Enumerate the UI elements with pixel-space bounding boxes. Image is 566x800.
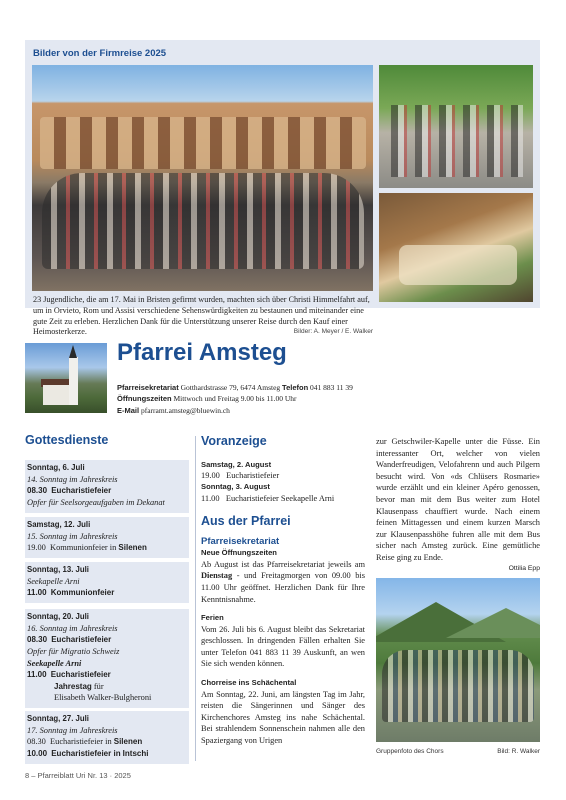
author: Ottilia Epp bbox=[508, 564, 540, 572]
feature-credit: Bilder: A. Meyer / E. Walker bbox=[293, 328, 373, 336]
feature-title: Bilder von der Firmreise 2025 bbox=[33, 48, 167, 59]
middle-column bbox=[201, 433, 365, 450]
page-footer: 8 – Pfarreiblatt Uri Nr. 13 · 2025 bbox=[25, 771, 131, 780]
email-link[interactable]: pfarramt.amsteg@bluewin.ch bbox=[140, 405, 230, 415]
service-block: Sonntag, 6. Juli 14. Sonntag im Jahreskreis 08.30 Eucharistiefeier Opfer für Seelsorgeaufgaben im Dekanat bbox=[25, 460, 189, 513]
service-block: Sonntag, 20. Juli 16. Sonntag im Jahreskreis 08.30 Eucharistiefeier Opfer für Migratio Schweiz Seekapelle Arni 11.00 Eucharistiefeier Jahrestag für Elisabeth Walker-Bulgheroni bbox=[25, 609, 189, 708]
choir-group-photo bbox=[376, 578, 540, 742]
group-photo-courtyard bbox=[32, 65, 373, 291]
news-block: Aus der Pfarrei Pfarreisekretariat Neue Öffnungszeiten Ab August ist das Pfarreisekretariat jeweils am Dienstag - und Freitagmorgen von 09.00 bis 11.00 Uhr geöffnet. Herzlichen Dank für Ihre Kenntnisnahme. Ferien Vom 26. Juli bis 6. August bleibt das Sekretariat geschlossen. In dringenden Fällen erhalten Sie unter Telefon 041 883 11 39 Auskunft, an wen Sie sich wenden können. Chorreise ins Schächental Am Sonntag, 22. Juni, am längsten Tag im Jahr, reisten die Sängerinnen und Sänger des Kirchenchores Amsteg ins nahe Schächental. Bei strahlendem Sonnenschein nahmen alle den Spaziergang von Urigen bbox=[201, 514, 366, 745]
services-column bbox=[25, 433, 189, 447]
service-block: Samstag, 12. Juli 15. Sonntag im Jahreskreis 19.00 Kommunionfeier in Silenen bbox=[25, 517, 189, 558]
photo-walking-group bbox=[379, 65, 533, 188]
feature-caption: 23 Jugendliche, die am 17. Mai in Bristen gefirmt wurden, machten sich über Christi Himmelfahrt auf, um in Orvieto, Rom und Assisi verschiedene Sehenswürdigkeiten zu bestaunen und miteinander eine gute Zeit zu erleben. Herzlichen Dank für die Unterstützung unserer Reise durch den Kauf einer Heimosterkerze. Bilder: A. Meyer / E. Walker bbox=[33, 295, 373, 337]
service-block: Sonntag, 27. Juli 17. Sonntag im Jahreskreis 08.30 Eucharistiefeier in Silenen 10.00 Eucharistiefeier in Intschi bbox=[25, 711, 189, 764]
photo-dinner-table bbox=[379, 193, 533, 302]
column-divider bbox=[195, 436, 196, 761]
preview-heading: Voranzeige bbox=[201, 434, 267, 448]
choir-photo-caption: Gruppenfoto des Chors Bild: R. Walker bbox=[376, 748, 540, 755]
firmreise-feature bbox=[25, 40, 540, 337]
news-heading: Aus der Pfarrei bbox=[201, 514, 291, 528]
service-block: Sonntag, 13. Juli Seekapelle Arni 11.00 Kommunionfeier bbox=[25, 562, 189, 603]
church-photo bbox=[25, 343, 107, 413]
news-subheading: Pfarreisekretariat bbox=[201, 536, 280, 548]
parish-title: Pfarrei Amsteg bbox=[117, 339, 287, 366]
preview-block: Samstag, 2. August 19.00 Eucharistiefeier Sonntag, 3. August 11.00 Eucharistiefeier Seekapelle Arni bbox=[201, 460, 335, 503]
right-column: zur Getschwiler-Kapelle unter die Füsse. Ein interessanter Ort, welcher von vielen Wanderfreudigen, Velofahrenn und auch Pilgern besucht wird. Von «ds Chlüsers Rosmarie» wurde erzählt und ein kleiner Apéro genossen, bevor man mit dem Bus weiter zum Hotel Klausenpass chauffiert wurde. Nach einem feinen Mittagessen und einem kurzen Marsch zur Klausenpasshöhe fuhren alle mit dem Bus sicher nach Amsteg zurück. Eine gemütliche Reise ging zu Ende. Ottilia Epp bbox=[376, 437, 540, 572]
contact-info: Pfarreisekretariat Gotthardstrasse 79, 6474 Amsteg Telefon 041 883 11 39 Öffnungszeiten Mittwoch und Freitag 9.00 bis 11.00 Uhr E-Mail pfarramt.amsteg@bluewin.ch bbox=[117, 383, 353, 415]
services-heading: Gottesdienste bbox=[25, 433, 109, 447]
